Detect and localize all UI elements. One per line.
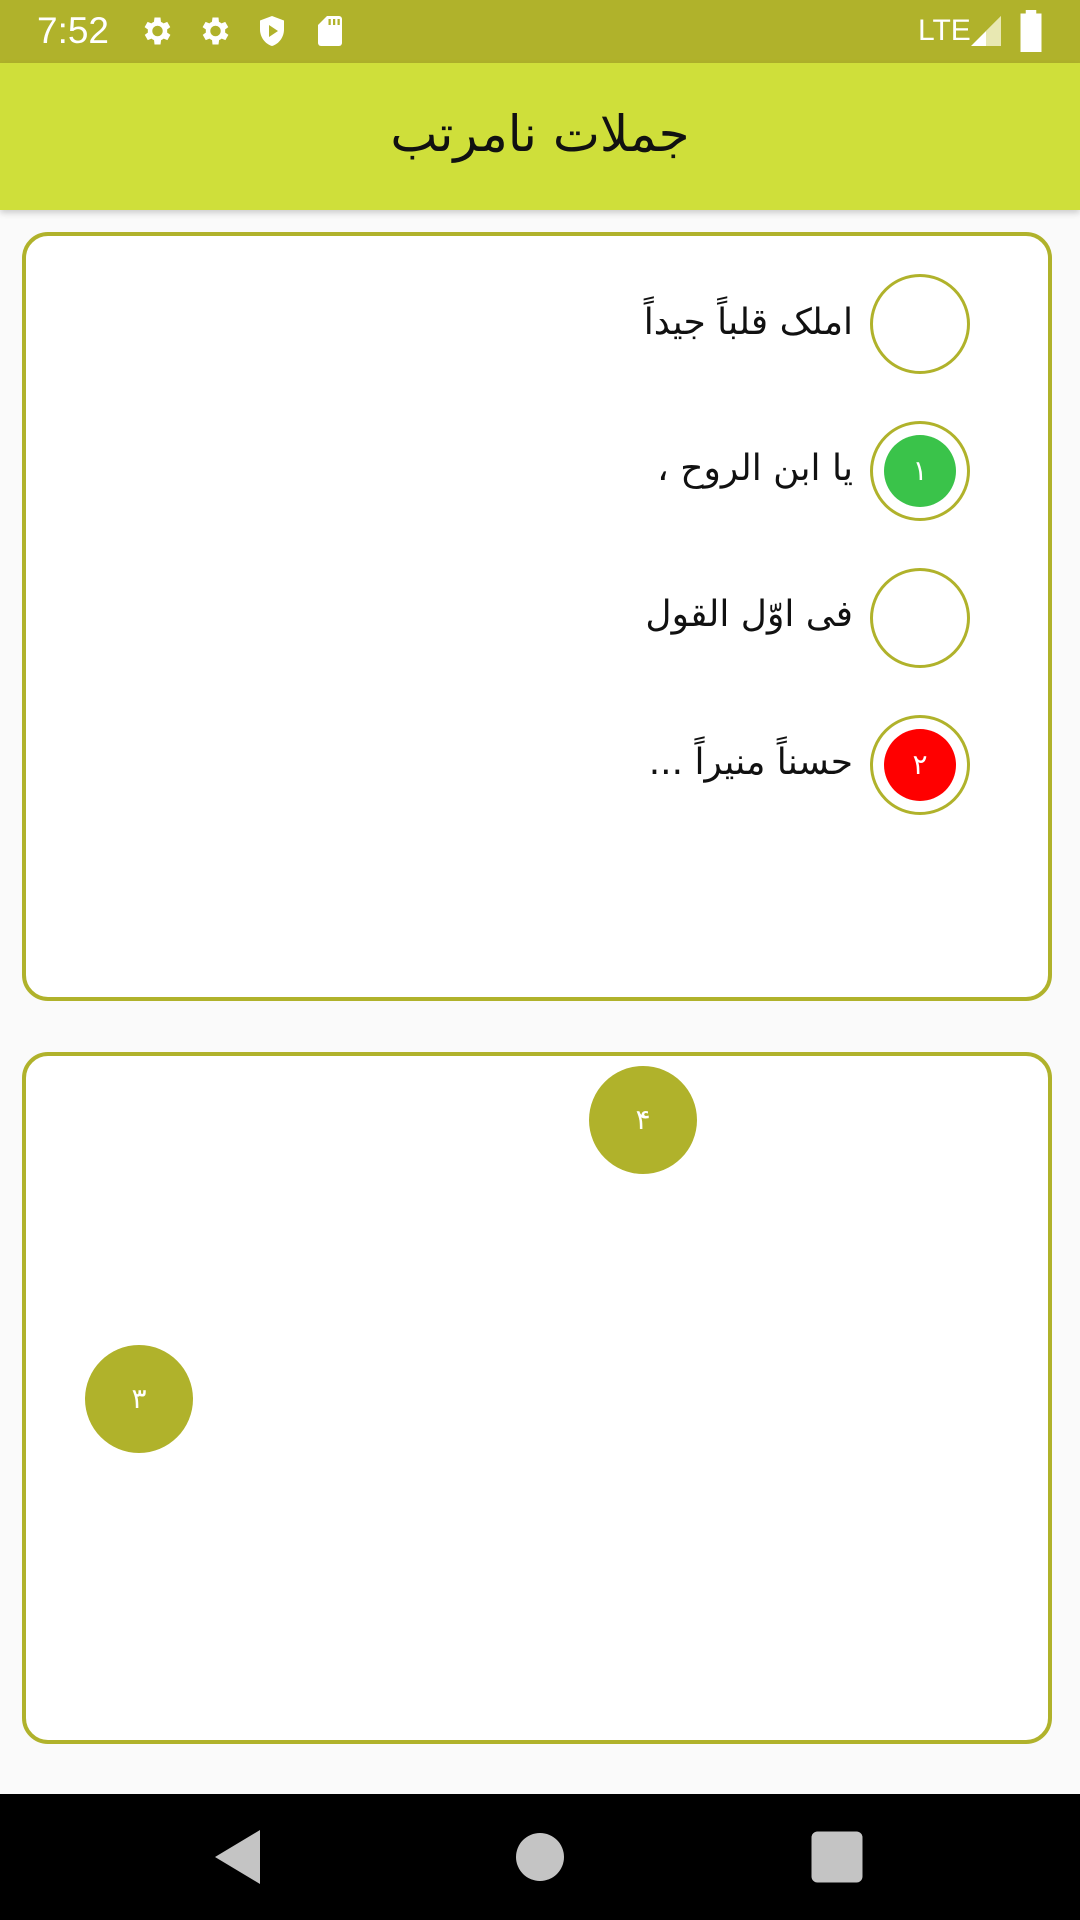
sentence-text: حسناً منیراً ... bbox=[648, 742, 853, 783]
answer-slot[interactable] bbox=[870, 421, 970, 521]
home-icon[interactable] bbox=[504, 1821, 576, 1893]
answer-slot[interactable] bbox=[870, 568, 970, 668]
back-icon[interactable] bbox=[203, 1821, 275, 1893]
sentence-text: املک قلباً جیداً bbox=[643, 302, 853, 343]
sentence-card bbox=[22, 232, 1052, 1001]
recents-icon[interactable] bbox=[801, 1821, 873, 1893]
answer-slot[interactable] bbox=[870, 715, 970, 815]
app-bar bbox=[0, 63, 1080, 210]
gear-icon bbox=[138, 13, 174, 49]
sentence-text: فی اوّل القول bbox=[645, 594, 853, 635]
number-chip[interactable]: ۴ bbox=[589, 1066, 697, 1174]
sentence-text: یا ابن الروح ، bbox=[657, 448, 853, 489]
placed-chip-wrong[interactable]: ٢ bbox=[884, 729, 956, 801]
signal-icon bbox=[968, 12, 1004, 50]
page-title: جملات نامرتب bbox=[390, 105, 690, 163]
number-chip[interactable]: ٣ bbox=[85, 1345, 193, 1453]
battery-icon bbox=[1016, 10, 1046, 52]
navigation-bar bbox=[0, 1794, 1080, 1920]
network-label: LTE bbox=[918, 14, 971, 47]
gear-icon bbox=[196, 13, 232, 49]
sd-card-icon bbox=[312, 13, 348, 49]
placed-chip-correct[interactable]: ١ bbox=[884, 435, 956, 507]
status-time: 7:52 bbox=[37, 10, 110, 51]
chip-pool-card bbox=[22, 1052, 1052, 1744]
answer-slot[interactable] bbox=[870, 274, 970, 374]
shield-play-icon bbox=[254, 13, 290, 49]
status-bar bbox=[0, 0, 1080, 63]
